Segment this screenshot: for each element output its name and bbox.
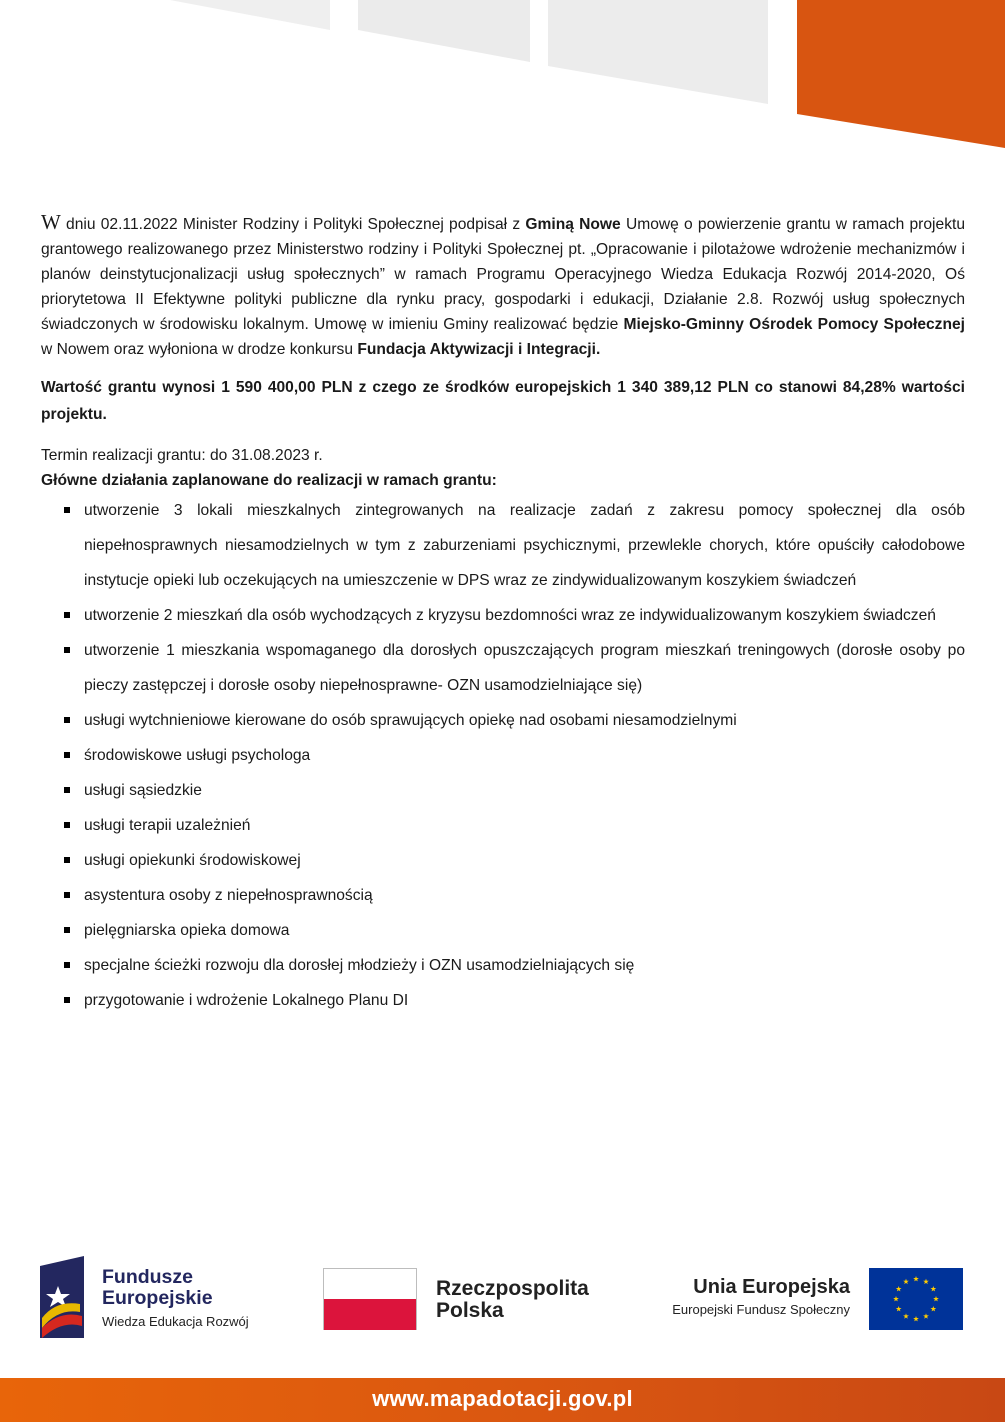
activities-list xyxy=(41,493,965,1018)
footer-bar xyxy=(0,1378,1005,1422)
header-stripe xyxy=(548,0,768,104)
list-item: asystentura osoby z niepełnosprawnością xyxy=(84,878,965,913)
fe-title: Europejskie xyxy=(102,1287,213,1309)
list-item: utworzenie 1 mieszkania wspomaganego dla dorosłych opuszczających program mieszkań treningowych (dorosłe osoby po pieczy zastępczej i dorosłe osoby niepełnosprawne- OZN usamodzielniające się) xyxy=(84,633,965,703)
intro-paragraph xyxy=(41,210,965,362)
social-center-name: Miejsko-Gminny Ośrodek Pomocy Społecznej xyxy=(623,316,965,333)
activities-heading: Główne działania zaplanowane do realizacji w ramach grantu: xyxy=(41,472,497,489)
eu-flag-icon xyxy=(869,1268,963,1330)
list-item: usługi sąsiedzkie xyxy=(84,773,965,808)
list-item: pielęgniarska opieka domowa xyxy=(84,913,965,948)
eu-text xyxy=(672,1276,850,1317)
list-item: przygotowanie i wdrożenie Lokalnego Planu DI xyxy=(84,983,965,1018)
fundusze-europejskie-text xyxy=(102,1267,249,1329)
header-stripe xyxy=(358,0,530,62)
grant-value: Wartość grantu wynosi 1 590 400,00 PLN z czego ze środków europejskich 1 340 389,12 PLN co stanowi 84,28% wartości projektu. xyxy=(41,379,965,423)
funding-logos xyxy=(0,1250,1005,1350)
header-orange-stripe xyxy=(797,0,1005,148)
drop-initial: W xyxy=(41,210,61,234)
list-item: usługi wytchnieniowe kierowane do osób sprawujących opiekę nad osobami niesamodzielnymi xyxy=(84,703,965,738)
document-body xyxy=(41,210,965,1018)
list-item: specjalne ścieżki rozwoju dla dorosłej młodzieży i OZN usamodzielniających się xyxy=(84,948,965,983)
eu-title: Unia Europejska xyxy=(693,1276,850,1298)
foundation-name: Fundacja Aktywizacji i Integracji. xyxy=(357,341,601,358)
fe-subtitle: Wiedza Edukacja Rozwój xyxy=(102,1314,249,1329)
intro-text: dniu 02.11.2022 Minister Rodziny i Polityki Społecznej podpisał z xyxy=(60,216,526,233)
intro-text: w Nowem oraz wyłoniona w drodze konkursu xyxy=(41,341,358,358)
rp-line: Polska xyxy=(436,1299,504,1322)
list-item: utworzenie 3 lokali mieszkalnych zintegrowanych na realizacje zadań z zakresu pomocy społecznej dla osób niepełnosprawnych niesamodzielnych w tym z zaburzeniami psychicznymi, przewlekle chorych, które opuściły całodobowe instytucje opieki lub oczekujących na umieszczenie w DPS wraz ze zindywidualizowanym koszykiem świadczeń xyxy=(84,493,965,598)
header-decoration xyxy=(0,0,1005,150)
rp-line: Rzeczpospolita xyxy=(436,1277,589,1300)
header-stripe xyxy=(170,0,330,30)
municipality-name: Gminą Nowe xyxy=(525,216,621,233)
polish-flag-icon xyxy=(323,1268,417,1330)
eu-subtitle: Europejski Fundusz Społeczny xyxy=(672,1302,850,1317)
fe-title: Fundusze xyxy=(102,1266,193,1288)
intro-text: Umowę o powierzenie grantu w ramach projektu grantowego realizowanego przez Ministerstwo rodziny i Polityki Społecznej pt. „Opracowanie i pilotażowe wdrożenie mechanizmów i planów deinstytucjonalizacji usług społecznych” w ramach Programu Operacyjnego Wiedza Edukacja Rozwój 2014-2020, Oś priorytetowa II Efektywne polityki publiczne dla rynku pracy, gospodarki i edukacji, Działanie 2.8. Rozwój usług społecznych świadczonych w środowisku lokalnym. Umowę w imieniu Gminy realizować będzie xyxy=(41,216,965,333)
rzeczpospolita-text xyxy=(436,1278,589,1322)
list-item: utworzenie 2 mieszkań dla osób wychodzących z kryzysu bezdomności wraz ze indywidualizowanym koszykiem świadczeń xyxy=(84,598,965,633)
list-item: usługi opiekunki środowiskowej xyxy=(84,843,965,878)
list-item: usługi terapii uzależnień xyxy=(84,808,965,843)
list-item: środowiskowe usługi psychologa xyxy=(84,738,965,773)
grant-term: Termin realizacji grantu: do 31.08.2023 r. xyxy=(41,447,323,464)
fundusze-europejskie-logo-icon xyxy=(40,1256,100,1346)
footer-url[interactable]: www.mapadotacji.gov.pl xyxy=(372,1386,633,1411)
